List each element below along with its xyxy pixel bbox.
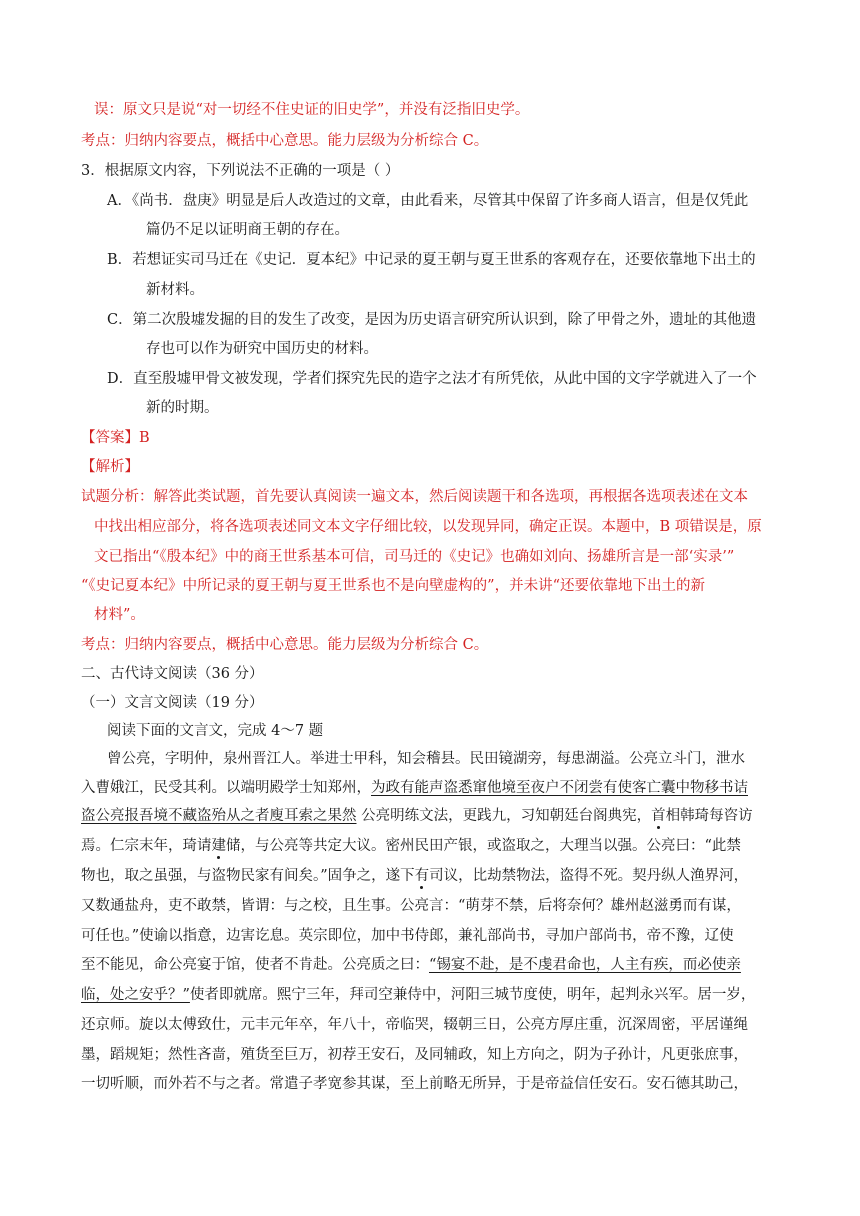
passage-text: 司议，比劫禁物法，盗得不死。契丹纵人渔界河，: [429, 868, 749, 884]
analysis-line: 试题分析：解答此类试题，首先要认真阅读一遍文本，然后阅读题干和各选项，再根据各选项表述在文本: [81, 489, 748, 505]
option-a-cont: 篇仍不足以证明商王朝的存在。: [146, 222, 349, 238]
passage-text: 物也，取之虽强，与盗物民家有间矣。”固争之，遂下: [81, 868, 415, 884]
passage-line: [81, 985, 755, 1005]
dotted-character: 建: [211, 838, 226, 854]
passage-line: [81, 836, 741, 856]
option-c: C．第二次殷墟发掘的目的发生了改变，是因为历史语言研究所认识到，除了甲骨之外，遗址的其他遗: [107, 312, 757, 328]
kaodian-note: 考点：归纳内容要点，概括中心意思。能力层级为分析综合 C。: [81, 637, 489, 653]
passage-line: 还京师。旋以太傅致仕，元丰元年卒，年八十，帝临哭，辍朝三日，公亮方厚庄重，沉深周密，平居谨绳: [81, 1017, 748, 1033]
underlined-sentence: 临，处之安乎？”: [81, 987, 190, 1003]
wrong-note: 误：原文只是说“对一切经不住史证的旧史学”，并没有泛指旧史学。: [94, 102, 530, 118]
analysis-line: 材料”。: [94, 607, 145, 623]
analysis-line: “《史记夏本纪》中所记录的夏王朝与夏王世系也不是向壁虚构的”，并未讲“还要依靠地下出土的新: [81, 578, 705, 594]
answer-label: 【答案】B: [81, 430, 150, 446]
analysis-heading: 【解析】: [81, 459, 139, 475]
option-b-cont: 新材料。: [146, 282, 204, 298]
passage-line: [81, 806, 753, 826]
reading-instruction: 阅读下面的文言文，完成 4～7 题: [107, 723, 324, 739]
option-d: D．直至殷墟甲骨文被发现，学者们探究先民的造字之法才有所凭依，从此中国的文字学就进入了一个: [107, 371, 757, 387]
passage-text: 使者即就席。熙宁三年，拜司空兼侍中，河阳三城节度使，明年，起判永兴军。居一岁，: [189, 987, 756, 1003]
passage-line: 墨，蹈规矩；然性吝啬，殖货至巨万，初荐王安石，及同辅政，知上方向之，阴为子孙计，凡更张庶事，: [81, 1047, 748, 1063]
passage-text: 至不能见，命公亮宴于馆，使者不肯赴。公亮质之曰：: [81, 957, 429, 973]
option-c-cont: 存也可以作为研究中国历史的材料。: [146, 341, 378, 357]
passage-line: 又数通盐舟，吏不敢禁，皆谓：与之校，且生事。公亮言：“萌芽不禁，后将奈何？雄州赵滋勇而有谋，: [81, 898, 741, 914]
passage-text: 储，与公亮等共定大议。密州民田产银，或盗取之，大理当以强。公亮曰：“此禁: [226, 838, 741, 854]
passage-text: 焉。仁宗末年，琦请: [81, 838, 212, 854]
passage-text: 入曹娥江，民受其利。以端明殿学士知郑州，: [81, 780, 371, 796]
dotted-character: 有: [414, 868, 430, 884]
subsection-title: （一）文言文阅读（19 分）: [81, 695, 264, 711]
analysis-line: 中找出相应部分，将各选项表述同文本文字仔细比较，以发现异同，确定正误。本题中，B 项错误是，原: [94, 519, 762, 535]
passage-line: [81, 955, 741, 975]
passage-line: 曾公亮，字明仲，泉州晋江人。举进士甲科，知会稽县。民田镜湖旁，每患湖溢。公亮立斗门，泄水: [107, 751, 745, 767]
dotted-character: 首: [651, 808, 666, 824]
passage-line: [81, 778, 748, 798]
passage-line: 一切听顺，而外若不与之者。常遣子孝宽参其谋，至上前略无所异，于是帝益信任安石。安石德其助己，: [81, 1076, 748, 1092]
question-3-stem: 3．根据原文内容，下列说法不正确的一项是（ ）: [81, 163, 400, 179]
option-a: A．《尚书．盘庚》明显是后人改造过的文章，由此看来，尽管其中保留了许多商人语言，但是仅凭此: [107, 193, 749, 209]
analysis-line: 文已指出“《殷本纪》中的商王世系基本可信，司马迁的《史记》也确如刘向、扬雄所言是一部‘实录’”: [94, 549, 735, 565]
section-title: 二、古代诗文阅读（36 分）: [81, 666, 264, 682]
passage-line: [81, 866, 748, 886]
kaodian-note: 考点：归纳内容要点，概括中心意思。能力层级为分析综合 C。: [81, 133, 489, 149]
option-d-cont: 新的时期。: [146, 400, 219, 416]
underlined-sentence: 为政有能声盗悉窜他境至夜户不闭尝有使客亡囊中物移书诘: [371, 780, 748, 796]
passage-text: 公亮明练文法，更践九，习知朝廷台阁典宪，: [356, 808, 652, 824]
option-b: B．若想证实司马迁在《史记．夏本纪》中记录的夏王朝与夏王世系的客观存在，还要依靠地下出土的: [107, 252, 756, 268]
underlined-sentence: 盗公亮报吾境不藏盗殆从之者廋耳索之果然: [81, 808, 357, 824]
passage-line: 可任也。”使谕以指意，边害讫息。英宗即位，加中书侍郎，兼礼部尚书，寻加户部尚书，帝不豫，辽使: [81, 928, 734, 944]
passage-text: 相韩琦每咨访: [665, 808, 753, 824]
underlined-sentence: “锡宴不赴，是不虔君命也，人主有疾，而必使亲: [429, 957, 741, 973]
